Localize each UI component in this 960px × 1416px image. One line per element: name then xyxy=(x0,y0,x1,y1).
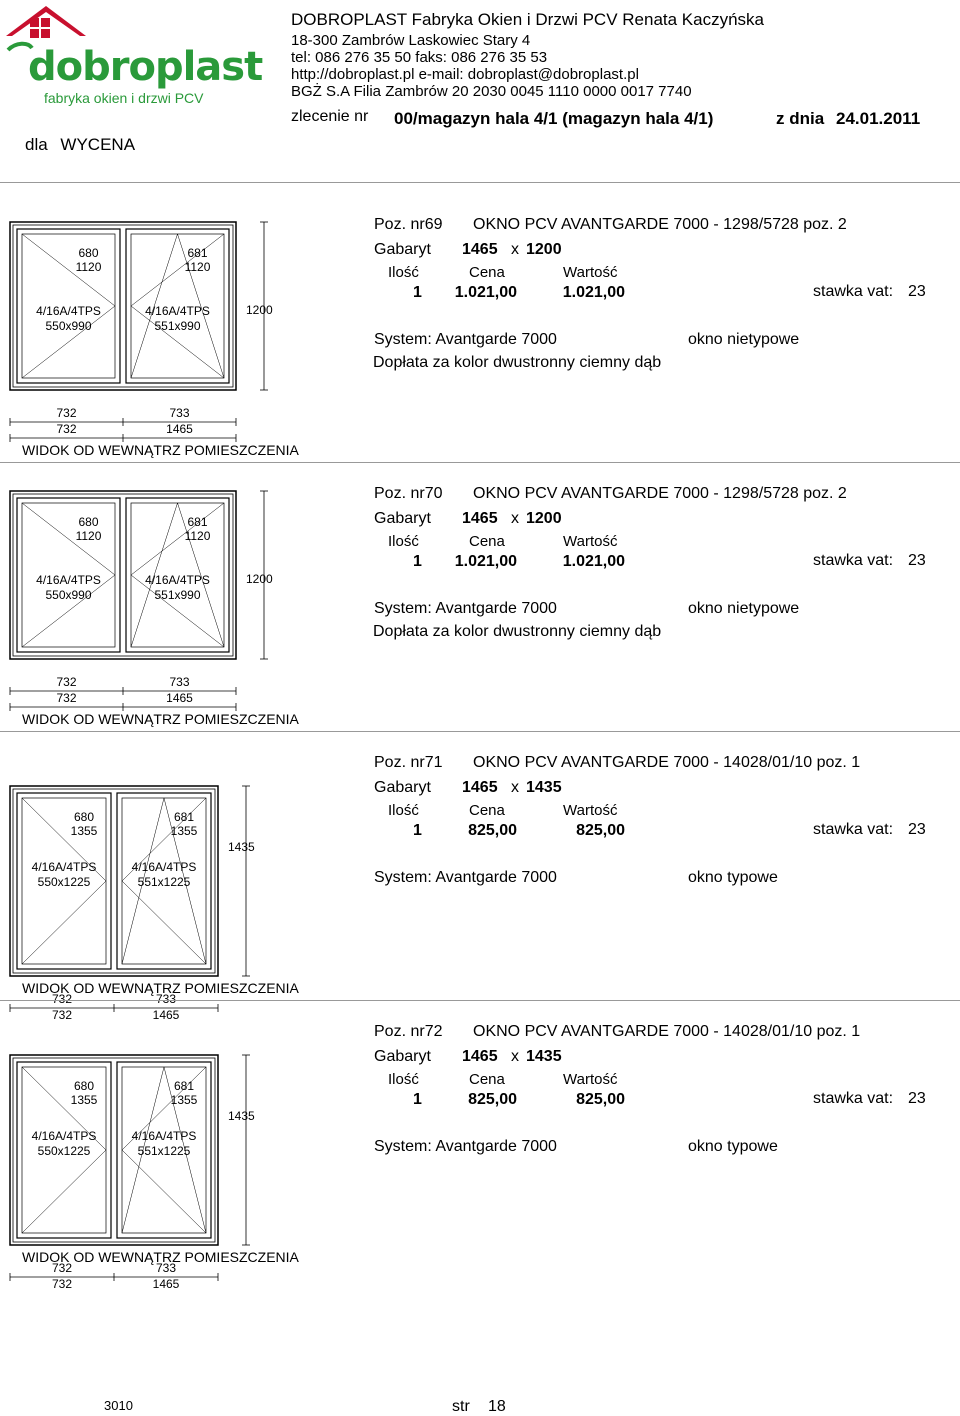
dimension-width: 1465 xyxy=(462,779,498,796)
position-item xyxy=(0,481,960,750)
footer-page-label: str xyxy=(452,1398,470,1415)
qty-value: 1 xyxy=(413,1091,422,1108)
width-dim-right-1: 733 xyxy=(155,992,177,1006)
sash-right-width: 681 xyxy=(173,1079,195,1093)
sash-right-width: 681 xyxy=(187,515,208,529)
vat-label: stawka vat: xyxy=(813,283,894,300)
dimension-width: 1465 xyxy=(462,241,498,258)
glass-right-spec: 4/16A/4TPS xyxy=(145,573,210,587)
value-label: Wartość xyxy=(563,1071,618,1088)
glass-right-size: 551x1225 xyxy=(137,1144,191,1158)
order-number: 00/magazyn hala 4/1 (magazyn hala 4/1) xyxy=(394,109,714,128)
position-number: Poz. nr69 xyxy=(374,216,443,233)
logo-tagline: fabryka okien i drzwi PCV xyxy=(44,90,204,106)
client-name: WYCENA xyxy=(60,135,136,154)
item-divider xyxy=(0,731,960,732)
price-value: 1.021,00 xyxy=(454,284,517,301)
item-divider xyxy=(0,1000,960,1001)
total-value: 825,00 xyxy=(576,822,625,839)
glass-left-spec: 4/16A/4TPS xyxy=(31,1129,97,1143)
position-number: Poz. nr70 xyxy=(374,485,443,502)
gabaryt-label: Gabaryt xyxy=(374,1048,431,1065)
vat-value: 23 xyxy=(908,1090,926,1107)
width-dim-left-2: 732 xyxy=(51,1008,73,1022)
width-dim-total: 1465 xyxy=(166,691,193,705)
dimension-height: 1200 xyxy=(526,241,562,258)
width-dim-total: 1465 xyxy=(152,1008,180,1022)
product-name: OKNO PCV AVANTGARDE 7000 - 1298/5728 poz. 2 xyxy=(473,485,847,502)
glass-right-size: 551x990 xyxy=(154,588,201,602)
sash-right-width: 681 xyxy=(187,246,208,260)
position-item xyxy=(0,1019,960,1291)
gabaryt-label: Gabaryt xyxy=(374,510,431,527)
width-dim-left-1: 732 xyxy=(56,406,77,420)
total-value: 1.021,00 xyxy=(562,284,625,301)
qty-label: Ilość xyxy=(388,802,419,819)
view-label: WIDOK OD WEWNĄTRZ POMIESZCZENIA xyxy=(22,980,299,996)
width-dim-right-1: 733 xyxy=(169,406,190,420)
system-name: System: Avantgarde 7000 xyxy=(374,1138,557,1155)
order-date: 24.01.2011 xyxy=(836,109,921,128)
total-value: 1.021,00 xyxy=(562,553,625,570)
logo-text: dobroplast xyxy=(28,44,263,90)
qty-value: 1 xyxy=(413,822,422,839)
item-divider xyxy=(0,462,960,463)
gabaryt-label: Gabaryt xyxy=(374,779,431,796)
dimension-width: 1465 xyxy=(462,1048,498,1065)
surcharge-note: Dopłata za kolor dwustronny ciemny dąb xyxy=(373,354,662,371)
company-phone: tel: 086 276 35 50 faks: 086 276 35 53 xyxy=(291,49,548,66)
system-name: System: Avantgarde 7000 xyxy=(374,600,557,617)
header-divider xyxy=(0,182,960,183)
height-dimension: 1435 xyxy=(228,1109,255,1123)
view-label: WIDOK OD WEWNĄTRZ POMIESZCZENIA xyxy=(22,1249,299,1265)
window-drawing xyxy=(0,481,320,750)
sash-left-width: 680 xyxy=(73,1079,95,1093)
sash-right-height: 1355 xyxy=(170,824,198,838)
dimension-height: 1435 xyxy=(526,779,562,796)
window-drawing xyxy=(0,212,320,481)
width-dim-total: 1465 xyxy=(152,1277,180,1291)
glass-right-spec: 4/16A/4TPS xyxy=(131,1129,197,1143)
glass-left-size: 550x1225 xyxy=(37,1144,91,1158)
dimension-x: x xyxy=(511,1048,519,1065)
width-dim-left-2: 732 xyxy=(51,1277,73,1291)
dimension-height: 1435 xyxy=(526,1048,562,1065)
sash-left-height: 1120 xyxy=(75,529,102,543)
height-dimension: 1435 xyxy=(228,840,255,854)
width-dim-left-2: 732 xyxy=(56,691,77,705)
company-name: DOBROPLAST Fabryka Okien i Drzwi PCV Renata Kaczyńska xyxy=(291,10,765,29)
vat-label: stawka vat: xyxy=(813,1090,894,1107)
product-name: OKNO PCV AVANTGARDE 7000 - 1298/5728 poz. 2 xyxy=(473,216,847,233)
position-number: Poz. nr71 xyxy=(374,754,443,771)
product-name: OKNO PCV AVANTGARDE 7000 - 14028/01/10 poz. 1 xyxy=(473,754,861,771)
total-value: 825,00 xyxy=(576,1091,625,1108)
system-name: System: Avantgarde 7000 xyxy=(374,331,557,348)
width-dim-right-1: 733 xyxy=(155,1261,177,1275)
glass-left-spec: 4/16A/4TPS xyxy=(36,304,101,318)
view-label: WIDOK OD WEWNĄTRZ POMIESZCZENIA xyxy=(22,711,299,727)
order-date-label: z dnia xyxy=(776,109,825,128)
sash-left-width: 680 xyxy=(78,515,99,529)
price-label: Cena xyxy=(469,802,505,819)
dimension-x: x xyxy=(511,241,519,258)
client-label: dla xyxy=(25,135,48,154)
window-type: okno nietypowe xyxy=(688,600,800,617)
glass-right-spec: 4/16A/4TPS xyxy=(131,860,197,874)
footer-page-number: 18 xyxy=(488,1398,506,1415)
sash-left-height: 1120 xyxy=(75,260,102,274)
position-number: Poz. nr72 xyxy=(374,1023,443,1040)
height-dimension: 1200 xyxy=(246,303,273,317)
dimension-x: x xyxy=(511,779,519,796)
position-item xyxy=(0,750,960,1022)
vat-value: 23 xyxy=(908,283,926,300)
width-dim-left-1: 732 xyxy=(51,992,73,1006)
width-dim-left-1: 732 xyxy=(51,1261,73,1275)
view-label: WIDOK OD WEWNĄTRZ POMIESZCZENIA xyxy=(22,442,299,458)
sash-left-width: 680 xyxy=(78,246,99,260)
qty-value: 1 xyxy=(413,284,422,301)
width-dim-left-1: 732 xyxy=(56,675,77,689)
glass-left-size: 550x990 xyxy=(45,319,92,333)
sash-left-height: 1355 xyxy=(70,824,98,838)
value-label: Wartość xyxy=(563,802,618,819)
glass-left-spec: 4/16A/4TPS xyxy=(31,860,97,874)
gabaryt-label: Gabaryt xyxy=(374,241,431,258)
qty-label: Ilość xyxy=(388,1071,419,1088)
width-dim-left-2: 732 xyxy=(56,422,77,436)
vat-value: 23 xyxy=(908,821,926,838)
value-label: Wartość xyxy=(563,264,618,281)
qty-label: Ilość xyxy=(388,264,419,281)
glass-right-size: 551x990 xyxy=(154,319,201,333)
value-label: Wartość xyxy=(563,533,618,550)
system-name: System: Avantgarde 7000 xyxy=(374,869,557,886)
glass-left-size: 550x1225 xyxy=(37,875,91,889)
dimension-x: x xyxy=(511,510,519,527)
sash-left-width: 680 xyxy=(73,810,95,824)
window-type: okno typowe xyxy=(688,869,778,886)
price-value: 825,00 xyxy=(468,822,517,839)
dimension-width: 1465 xyxy=(462,510,498,527)
company-bank: BGŻ S.A Filia Zambrów 20 2030 0045 1110 0000 0017 7740 xyxy=(291,83,692,100)
price-label: Cena xyxy=(469,1071,505,1088)
window-type: okno typowe xyxy=(688,1138,778,1155)
width-dim-right-1: 733 xyxy=(169,675,190,689)
sash-right-height: 1120 xyxy=(184,260,211,274)
qty-label: Ilość xyxy=(388,533,419,550)
sash-right-height: 1120 xyxy=(184,529,211,543)
surcharge-note: Dopłata za kolor dwustronny ciemny dąb xyxy=(373,623,662,640)
product-name: OKNO PCV AVANTGARDE 7000 - 14028/01/10 poz. 1 xyxy=(473,1023,861,1040)
sash-right-width: 681 xyxy=(173,810,195,824)
dimension-height: 1200 xyxy=(526,510,562,527)
glass-right-size: 551x1225 xyxy=(137,875,191,889)
vat-label: stawka vat: xyxy=(813,821,894,838)
height-dimension: 1200 xyxy=(246,572,273,586)
width-dim-total: 1465 xyxy=(166,422,193,436)
sash-left-height: 1355 xyxy=(70,1093,98,1107)
vat-value: 23 xyxy=(908,552,926,569)
position-item xyxy=(0,212,960,481)
order-label: zlecenie nr xyxy=(291,108,369,125)
company-logo xyxy=(0,0,263,115)
company-web: http://dobroplast.pl e-mail: dobroplast@dobroplast.pl xyxy=(291,66,639,83)
footer-code: 3010 xyxy=(104,1398,133,1413)
window-type: okno nietypowe xyxy=(688,331,800,348)
sash-right-height: 1355 xyxy=(170,1093,198,1107)
vat-label: stawka vat: xyxy=(813,552,894,569)
price-value: 1.021,00 xyxy=(454,553,517,570)
price-label: Cena xyxy=(469,533,505,550)
price-value: 825,00 xyxy=(468,1091,517,1108)
company-address: 18-300 Zambrów Laskowiec Stary 4 xyxy=(291,32,531,49)
glass-right-spec: 4/16A/4TPS xyxy=(145,304,210,318)
glass-left-size: 550x990 xyxy=(45,588,92,602)
glass-left-spec: 4/16A/4TPS xyxy=(36,573,101,587)
price-label: Cena xyxy=(469,264,505,281)
qty-value: 1 xyxy=(413,553,422,570)
